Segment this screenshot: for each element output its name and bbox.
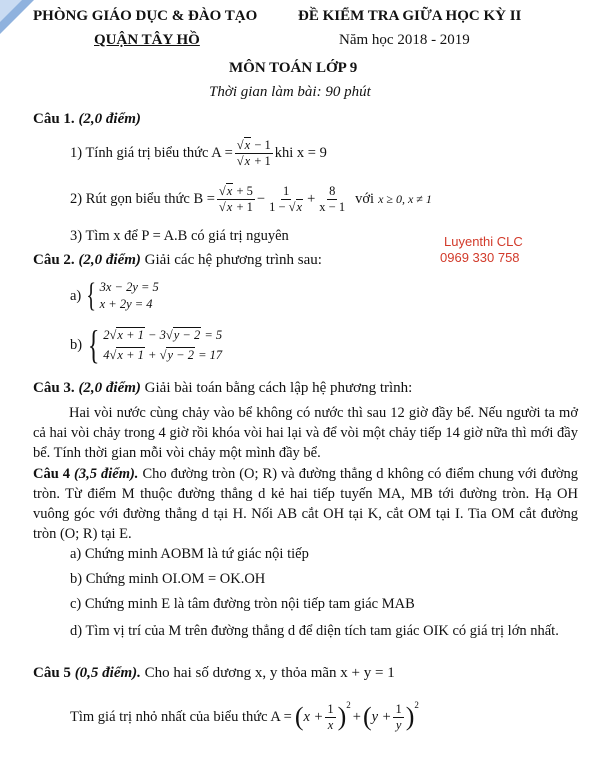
question-1-part-3: 3) Tìm x để P = A.B có giá trị nguyên bbox=[70, 228, 289, 244]
question-4-part-a: a) Chứng minh AOBM là tứ giác nội tiếp bbox=[70, 546, 309, 562]
question-4-part-c: c) Chứng minh E là tâm đường tròn nội tiếp tam giác MAB bbox=[70, 596, 415, 612]
q1-part1-text: 1) Tính giá trị biểu thức A = bbox=[70, 144, 233, 161]
page-corner-highlight bbox=[0, 0, 22, 22]
q1-part2-fraction-3: $\frac{8}{x - 1}$ bbox=[319, 183, 346, 214]
question-5-heading: Câu 5 (0,5 điểm). Cho hai số dương x, y thỏa mãn x + y = 1 bbox=[33, 665, 395, 681]
question-1-part-2: 2) Rút gọn biểu thức B = $\frac{√x + 5}{√x + 1}$ − $\frac{1}{1 - √x}$ + $\frac{8}{x - 1}$ với x ≥ 0, x ≠ 1 bbox=[70, 183, 432, 214]
q1-part2-fraction-1: $\frac{√x + 5}{√x + 1}$ bbox=[218, 183, 253, 214]
question-1-heading bbox=[33, 111, 141, 128]
question-2-text: Giải các hệ phương trình sau: bbox=[144, 252, 322, 268]
question-3-text: Giải bài toán bằng cách lập hệ phương trình: bbox=[144, 380, 413, 396]
question-1-label: Câu 1. bbox=[33, 111, 75, 127]
q1-part1-fraction: $\frac{√x - 1}{√x + 1}$ bbox=[236, 137, 271, 168]
q5-term-1-fraction: $\frac{1}{x}$ bbox=[327, 701, 334, 732]
question-5-expression: Tìm giá trị nhỏ nhất của biểu thức A = ( x + $\frac{1}{x}$ ) $^2$ + ( y + $\frac{1}{y}$ ) $^2$ bbox=[70, 700, 419, 732]
q5-term-2-fraction: $\frac{1}{y}$ bbox=[395, 701, 402, 732]
school-year: Năm học 2018 - 2019 bbox=[339, 32, 470, 48]
exam-title: ĐỀ KIỂM TRA GIỮA HỌC KỲ II bbox=[298, 8, 522, 24]
question-4-part-b: b) Chứng minh OI.OM = OK.OH bbox=[70, 571, 266, 587]
q1-part2-condition: x ≥ 0, x ≠ 1 bbox=[378, 191, 432, 206]
question-5-text: Cho hai số dương x, y thỏa mãn x + y = 1 bbox=[144, 665, 395, 681]
question-4-part-d: d) Tìm vị trí của M trên đường thẳng d để diện tích tam giác OIK có giá trị lớn nhất. bbox=[70, 623, 559, 639]
question-3-body: Hai vòi nước cùng chảy vào bể không có nước thì sau 12 giờ đầy bể. Nếu người ta mở cả hai vòi chảy trong 4 giờ rồi khóa vòi hai lại và để vòi một chảy tiếp 14 giờ nữa thì mới đầy bể. Tính thời gian mỗi vòi chảy một mình đầy bể. bbox=[33, 405, 578, 461]
q2b-system: { 2√x + 1 − 3√y − 2 = 5 4√x + 1 + √y − 2 = 17 bbox=[87, 322, 223, 367]
question-1-part-1 bbox=[70, 135, 327, 171]
question-2-part-b: b) { 2√x + 1 − 3√y − 2 = 5 4√x + 1 + √y − 2 = 17 bbox=[70, 322, 223, 367]
question-4-body: Câu 4 (3,5 điểm). Cho đường tròn (O; R) và đường thẳng d không có điểm chung với đường tròn. Từ điểm M thuộc đường thẳng d kẻ hai tiếp tuyến MA, MB tới đường tròn. Hạ OH vuông góc với đường thẳng d tại H. Nối AB cắt OH tại K, cắt OM tại I. Tia OM cắt đường tròn (O; R) tại E. bbox=[33, 466, 579, 542]
district-name: QUẬN TÂY HỒ bbox=[94, 32, 200, 48]
subject-title: MÔN TOÁN LỚP 9 bbox=[229, 60, 358, 76]
question-2-part-a: a) { 3x − 2y = 5 x + 2y = 4 bbox=[70, 277, 159, 314]
q1-part2-text: 2) Rút gọn biểu thức B = bbox=[70, 190, 215, 207]
watermark-name: Luyenthi CLC bbox=[444, 234, 523, 249]
question-3-heading: Câu 3. (2,0 điểm) Giải bài toán bằng cách lập hệ phương trình: bbox=[33, 380, 413, 396]
department-name: PHÒNG GIÁO DỤC & ĐÀO TẠO bbox=[33, 8, 258, 24]
q1-part1-condition: khi x = 9 bbox=[274, 144, 327, 161]
q1-part2-fraction-2: $\frac{1}{1 - √x}$ bbox=[269, 183, 303, 214]
watermark-phone: 0969 330 758 bbox=[440, 250, 520, 265]
q2a-system: { 3x − 2y = 5 x + 2y = 4 bbox=[86, 277, 159, 314]
exam-duration: Thời gian làm bài: 90 phút bbox=[209, 84, 371, 100]
question-1-points: (2,0 điểm) bbox=[78, 111, 141, 127]
question-2-heading: Câu 2. (2,0 điểm) Giải các hệ phương trình sau: bbox=[33, 252, 322, 268]
